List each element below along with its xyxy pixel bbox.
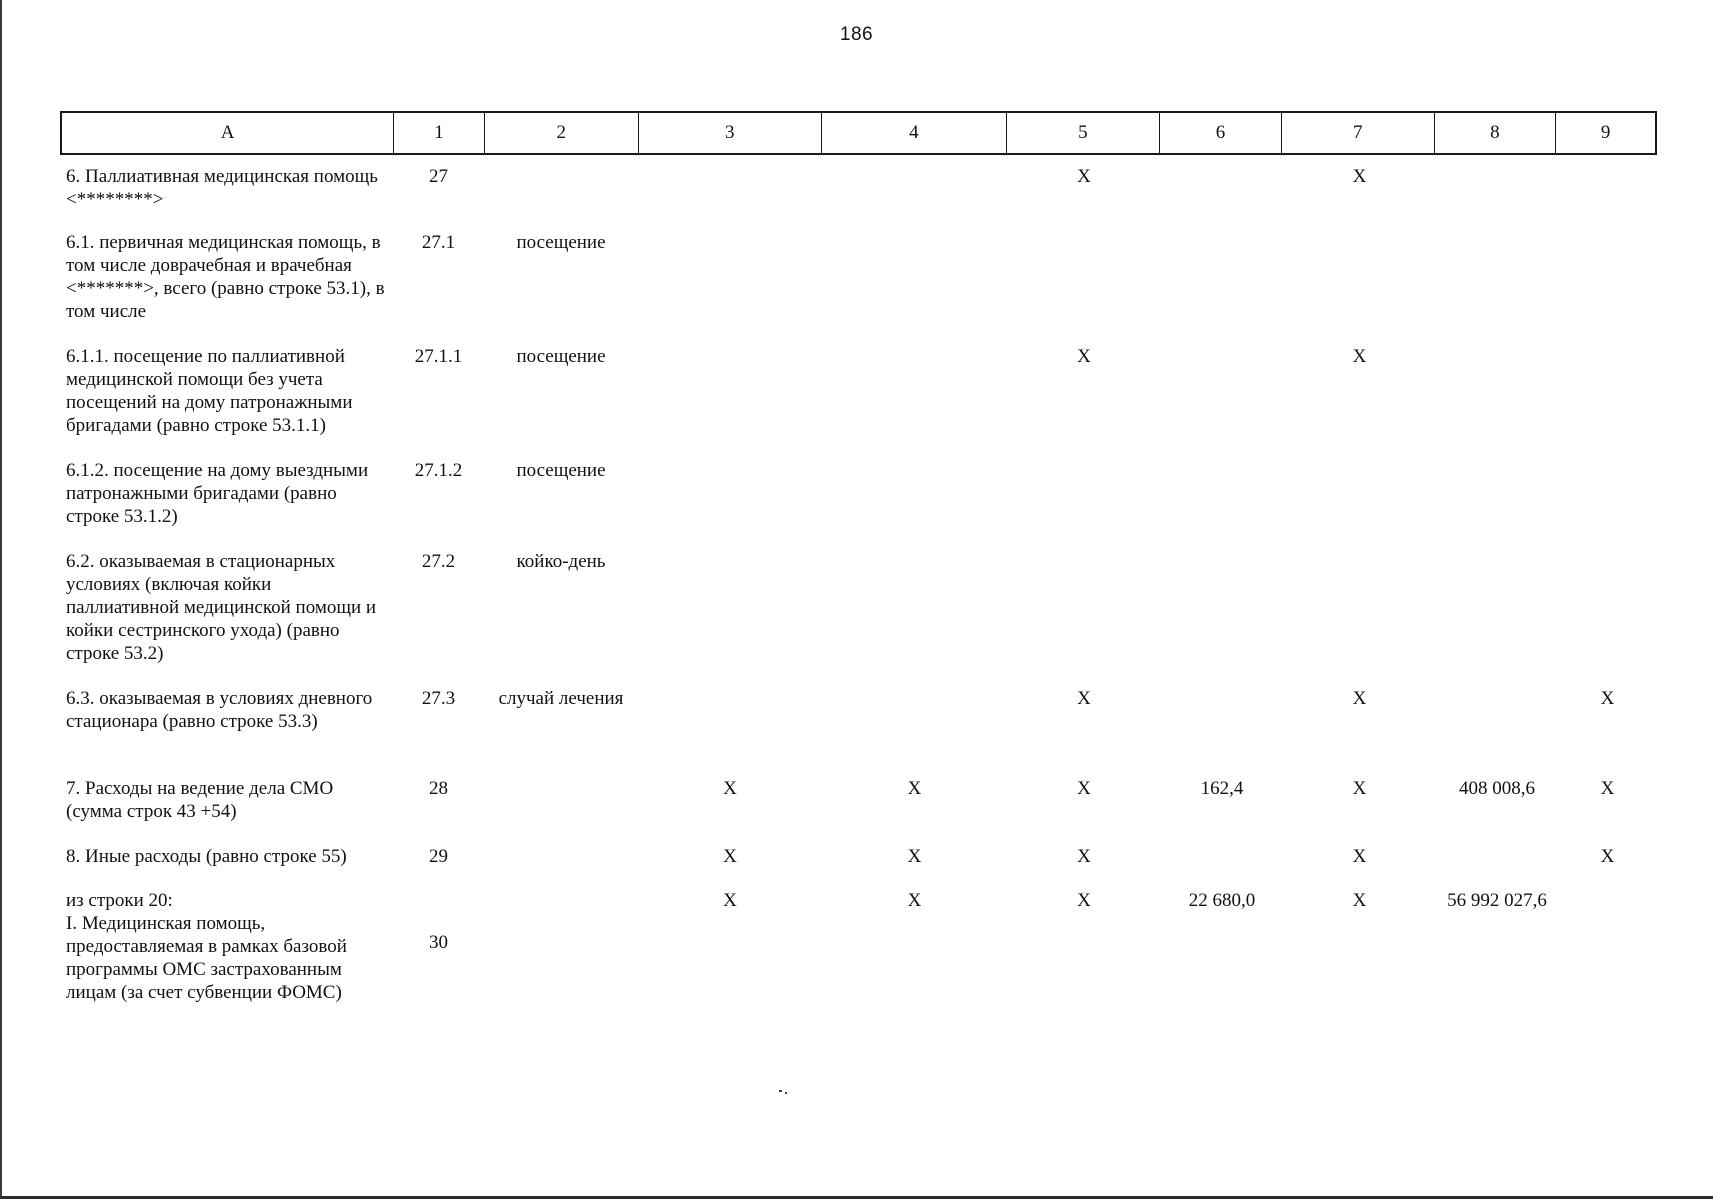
row-col-3 <box>638 335 822 449</box>
row-label: 6.1.2. посещение на дому выездными патронажными бригадами (равно строке 53.1.2) <box>66 460 369 527</box>
row-code: 27 <box>429 166 448 187</box>
header-col-3: 3 <box>639 113 823 153</box>
row-col-6: 22 680,0 <box>1188 890 1256 911</box>
table-row <box>60 540 1657 677</box>
row-col-7 <box>1283 449 1436 540</box>
row-col-9 <box>1558 879 1657 1009</box>
row-col-3 <box>638 221 822 335</box>
row-col-3 <box>638 155 822 221</box>
row-col-4: X <box>907 778 922 799</box>
row-code: 30 <box>429 932 448 953</box>
row-col-9 <box>1558 449 1657 540</box>
row-col-9: X <box>1600 846 1615 867</box>
row-label: 8. Иные расходы (равно строке 55) <box>66 846 347 867</box>
row-col-4 <box>822 155 1007 221</box>
row-label <box>60 879 393 1009</box>
row-col-4 <box>822 677 1007 767</box>
row-unit <box>484 767 638 835</box>
row-col-6 <box>1161 221 1283 335</box>
row-code: 28 <box>429 778 448 799</box>
table-row <box>60 155 1657 221</box>
row-unit: посещение <box>516 232 606 253</box>
row-col-7: X <box>1352 890 1367 911</box>
row-col-7: X <box>1352 688 1367 709</box>
spacer <box>393 910 484 931</box>
row-unit <box>484 879 638 1009</box>
row-col-8 <box>1436 835 1558 879</box>
row-col-6 <box>1161 540 1283 677</box>
row-col-5: X <box>1077 688 1091 709</box>
spacer <box>393 889 484 910</box>
row-col-7 <box>1283 540 1436 677</box>
row-col-5: X <box>1077 890 1091 911</box>
row-col-4 <box>822 540 1007 677</box>
row-col-5: X <box>1077 778 1091 799</box>
row-col-3: X <box>723 890 737 911</box>
table-row <box>60 677 1657 767</box>
table-row <box>60 335 1657 449</box>
row-col-5 <box>1007 449 1161 540</box>
header-col-a: А <box>62 113 394 153</box>
row-col-8 <box>1436 449 1558 540</box>
row-unit: посещение <box>516 346 606 367</box>
row-col-3: X <box>723 846 737 867</box>
row-col-6 <box>1161 335 1283 449</box>
scan-speck <box>779 1090 782 1092</box>
row-col-3 <box>638 677 822 767</box>
row-unit <box>484 835 638 879</box>
row-col-9 <box>1558 155 1657 221</box>
row-col-7: X <box>1352 778 1367 799</box>
row-col-6 <box>1161 835 1283 879</box>
header-col-4: 4 <box>822 113 1007 153</box>
row-col-8 <box>1436 677 1558 767</box>
row-col-4: X <box>907 846 922 867</box>
row-col-4 <box>822 449 1007 540</box>
row-col-6 <box>1161 155 1283 221</box>
header-col-9: 9 <box>1600 122 1611 143</box>
row-col-6 <box>1161 677 1283 767</box>
row-col-8 <box>1436 155 1558 221</box>
row-col-8 <box>1436 540 1558 677</box>
table-header-row <box>60 111 1657 155</box>
row-code: 27.1.1 <box>414 346 463 367</box>
row-col-3: X <box>723 778 737 799</box>
row-col-6 <box>1161 449 1283 540</box>
table-row <box>60 835 1657 879</box>
row-label: 6.2. оказываемая в стационарных условиях (включая койки паллиативной медицинской помощи и койки сестринского ухода) (равно строке 53.2) <box>66 551 377 664</box>
row-col-7: X <box>1352 166 1367 187</box>
header-col-2: 2 <box>485 113 639 153</box>
table-row <box>60 449 1657 540</box>
table-row <box>60 767 1657 835</box>
row-code: 27.3 <box>421 688 456 709</box>
data-table <box>60 111 1657 1009</box>
row-col-5 <box>1007 540 1161 677</box>
row-col-9 <box>1558 221 1657 335</box>
row-unit: койко-день <box>516 551 606 572</box>
row-label: 6.1.1. посещение по паллиативной медицинской помощи без учета посещений на дому патронажными бригадами (равно строке 53.1.1) <box>66 346 353 436</box>
row-col-4 <box>822 335 1007 449</box>
table-row <box>60 879 1657 1009</box>
row-label: 6.1. первичная медицинская помощь, в том числе доврачебная и врачебная <*******>, всего (равно строке 53.1), в том числе <box>66 232 385 322</box>
row-col-7 <box>1283 221 1436 335</box>
row-col-4 <box>822 221 1007 335</box>
row-col-8 <box>1436 335 1558 449</box>
row-code: 27.1 <box>421 232 456 253</box>
scan-speck <box>785 1092 787 1094</box>
row-col-4: X <box>907 890 922 911</box>
header-col-1: 1 <box>394 113 485 153</box>
row-col-8: 56 992 027,6 <box>1447 890 1547 911</box>
row-col-6: 162,4 <box>1200 778 1244 799</box>
header-col-6: 6 <box>1160 113 1282 153</box>
row-label: 7. Расходы на ведение дела СМО (сумма строк 43 +54) <box>66 778 334 822</box>
row-col-7: X <box>1352 346 1367 367</box>
row-col-3 <box>638 449 822 540</box>
row-col-8 <box>1436 221 1558 335</box>
row-col-9 <box>1558 540 1657 677</box>
header-col-8: 8 <box>1435 113 1557 153</box>
row-col-9 <box>1558 335 1657 449</box>
row-col-7: X <box>1352 846 1367 867</box>
row-col-9: X <box>1600 688 1615 709</box>
row-label: 6.3. оказываемая в условиях дневного стационара (равно строке 53.3) <box>66 688 373 732</box>
header-col-7: 7 <box>1282 113 1435 153</box>
row-label: 6. Паллиативная медицинская помощь <********> <box>66 166 378 210</box>
row-label-intro: из строки 20: <box>66 890 173 911</box>
row-col-8: 408 008,6 <box>1459 778 1535 799</box>
table-row <box>60 221 1657 335</box>
row-code: 27.1.2 <box>414 460 463 481</box>
row-col-5 <box>1007 221 1161 335</box>
row-col-9: X <box>1600 778 1615 799</box>
row-col-5: X <box>1077 846 1091 867</box>
header-col-5: 5 <box>1007 113 1161 153</box>
row-code: 27.2 <box>421 551 456 572</box>
row-label-main: I. Медицинская помощь, предоставляемая в рамках базовой программы ОМС застрахованным лицам (за счет субвенции ФОМС) <box>66 913 347 1003</box>
row-unit <box>484 155 638 221</box>
page-number: 186 <box>839 24 874 45</box>
row-col-3 <box>638 540 822 677</box>
row-col-5: X <box>1077 166 1091 187</box>
row-col-5: X <box>1077 346 1091 367</box>
row-unit: случай лечения <box>498 688 624 709</box>
row-unit: посещение <box>516 460 606 481</box>
row-code-cell <box>393 879 484 1009</box>
row-code: 29 <box>429 846 448 867</box>
